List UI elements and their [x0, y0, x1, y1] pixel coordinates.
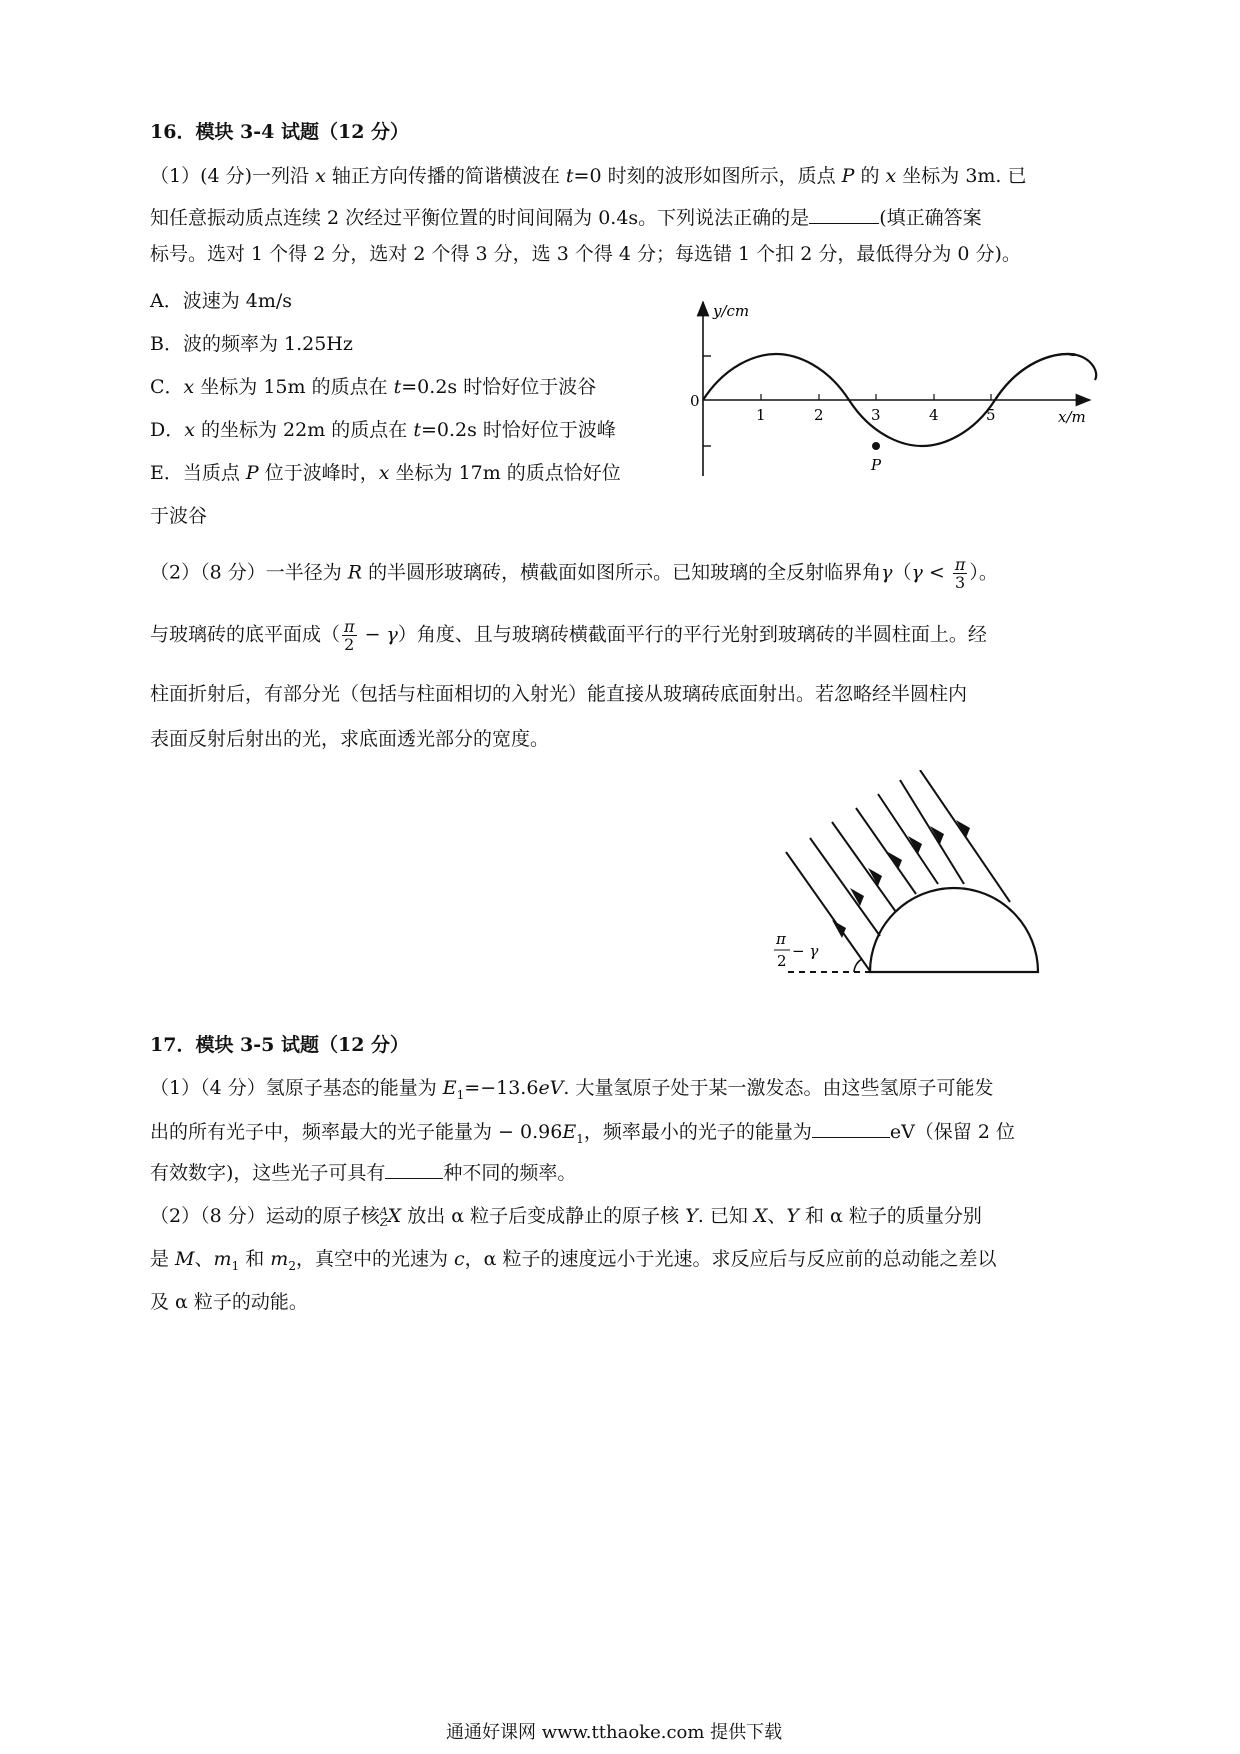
q16-option-c: C．x 坐标为 15m 的质点在 t=0.2s 时恰好位于波谷: [150, 376, 597, 398]
q16-p1-line2: 知任意振动质点连续 2 次经过平衡位置的时间间隔为 0.4s。下列说法正确的是 (填正确答案: [150, 203, 982, 230]
q16-p2-line1: （2）（8 分）一半径为 R 的半圆形玻璃砖，横截面如图所示。已知玻璃的全反射临界角γ（γ < $\frac{\pi}{3}$ ）。: [150, 555, 998, 592]
answer-blank-3[interactable]: [385, 1158, 443, 1179]
q17-title: 17．模块 3-5 试题（12 分）: [150, 1034, 410, 1056]
answer-blank-1[interactable]: [809, 203, 879, 224]
wave-graph: [680, 296, 1100, 496]
origin-label: 0: [690, 392, 700, 410]
pi-over-2-fraction: $\frac{\pi}{2}$: [344, 617, 355, 654]
angle-arc: [854, 959, 862, 972]
footer-text: 通通好课网 www.tthaoke.com 提供下载: [446, 1722, 783, 1743]
angle-label: [774, 930, 818, 970]
q16-option-d: D．x 的坐标为 22m 的质点在 t=0.2s 时恰好位于波峰: [150, 419, 616, 441]
q16-p1-line3: 标号。选对 1 个得 2 分，选对 2 个得 3 分，选 3 个得 4 分；每选错 1 个扣 2 分，最低得分为 0 分)。: [150, 243, 1021, 265]
ray-arrows: [832, 820, 970, 938]
q17-p1-line3: 有效数字)，这些光子可具有 种不同的频率。: [150, 1158, 576, 1185]
glass-brick-figure: [770, 770, 1060, 980]
q16-p2-line3: 柱面折射后，有部分光（包括与柱面相切的入射光）能直接从玻璃砖底面射出。若忽略经半圆柱内: [150, 683, 968, 705]
tick-label-1: 1: [756, 406, 766, 424]
angle-minus-gamma: − γ: [792, 942, 819, 960]
pi-over-3-fraction: $\frac{\pi}{3}$: [954, 555, 966, 592]
nuclide-indices: A Z: [379, 1205, 388, 1229]
tick-label-4: 4: [929, 406, 939, 424]
q16-p2-line2: 与玻璃砖的底平面成（ $\frac{\pi}{2}$ − γ）角度、且与玻璃砖横截面平行的平行光射到玻璃砖的半圆柱面上。经: [150, 617, 987, 654]
tick-label-2: 2: [814, 406, 824, 424]
y-axis-label: y/cm: [713, 302, 750, 320]
point-p-marker: [872, 442, 880, 450]
q16-option-a: A．波速为 4m/s: [150, 290, 293, 312]
tick-label-5: 5: [986, 406, 996, 424]
q17-p2-line2: 是 M、$m_1$ 和 $m_2$，真空中的光速为 c，α 粒子的速度远小于光速。求反应后与反应前的总动能之差以: [150, 1248, 997, 1273]
angle-denominator: 2: [777, 952, 787, 970]
angle-numerator: π: [776, 930, 786, 948]
x-axis-label: x/m: [1058, 408, 1086, 426]
semicircle-glass: [870, 888, 1038, 972]
q17-p2-line3: 及 α 粒子的动能。: [150, 1291, 308, 1313]
q16-option-b: B．波的频率为 1.25Hz: [150, 333, 353, 355]
light-rays: [786, 770, 1010, 971]
q16-option-e-cont: 于波谷: [150, 505, 208, 527]
q16-title: 16．模块 3-4 试题（12 分）: [150, 121, 410, 143]
q16-p2-line4: 表面反射后射出的光，求底面透光部分的宽度。: [150, 728, 550, 750]
q17-p2-line1: （2）（8 分）运动的原子核 A Z X 放出 α 粒子后变成静止的原子核 Y. 已知 X、Y 和 α 粒子的质量分别: [150, 1205, 982, 1229]
q16-option-e: E．当质点 P 位于波峰时，x 坐标为 17m 的质点恰好位: [150, 462, 621, 484]
answer-blank-2[interactable]: [812, 1117, 890, 1138]
tick-label-3: 3: [871, 406, 881, 424]
q17-p1-line1: （1）（4 分）氢原子基态的能量为 $E_1=-13.6eV$. 大量氢原子处于某一激发态。由这些氢原子可能发: [150, 1077, 994, 1102]
x-ticks: [761, 394, 991, 400]
q16-p1-line1: （1）(4 分)一列沿 x 轴正方向传播的简谐横波在 t=0 时刻的波形如图所示，质点 P 的 x 坐标为 3m. 已: [150, 165, 1027, 187]
q17-p1-line2: 出的所有光子中，频率最大的光子能量为 − $0.96E_1$，频率最小的光子的能量为 eV（保留 2 位: [150, 1117, 1015, 1151]
point-p-label: P: [871, 456, 882, 474]
